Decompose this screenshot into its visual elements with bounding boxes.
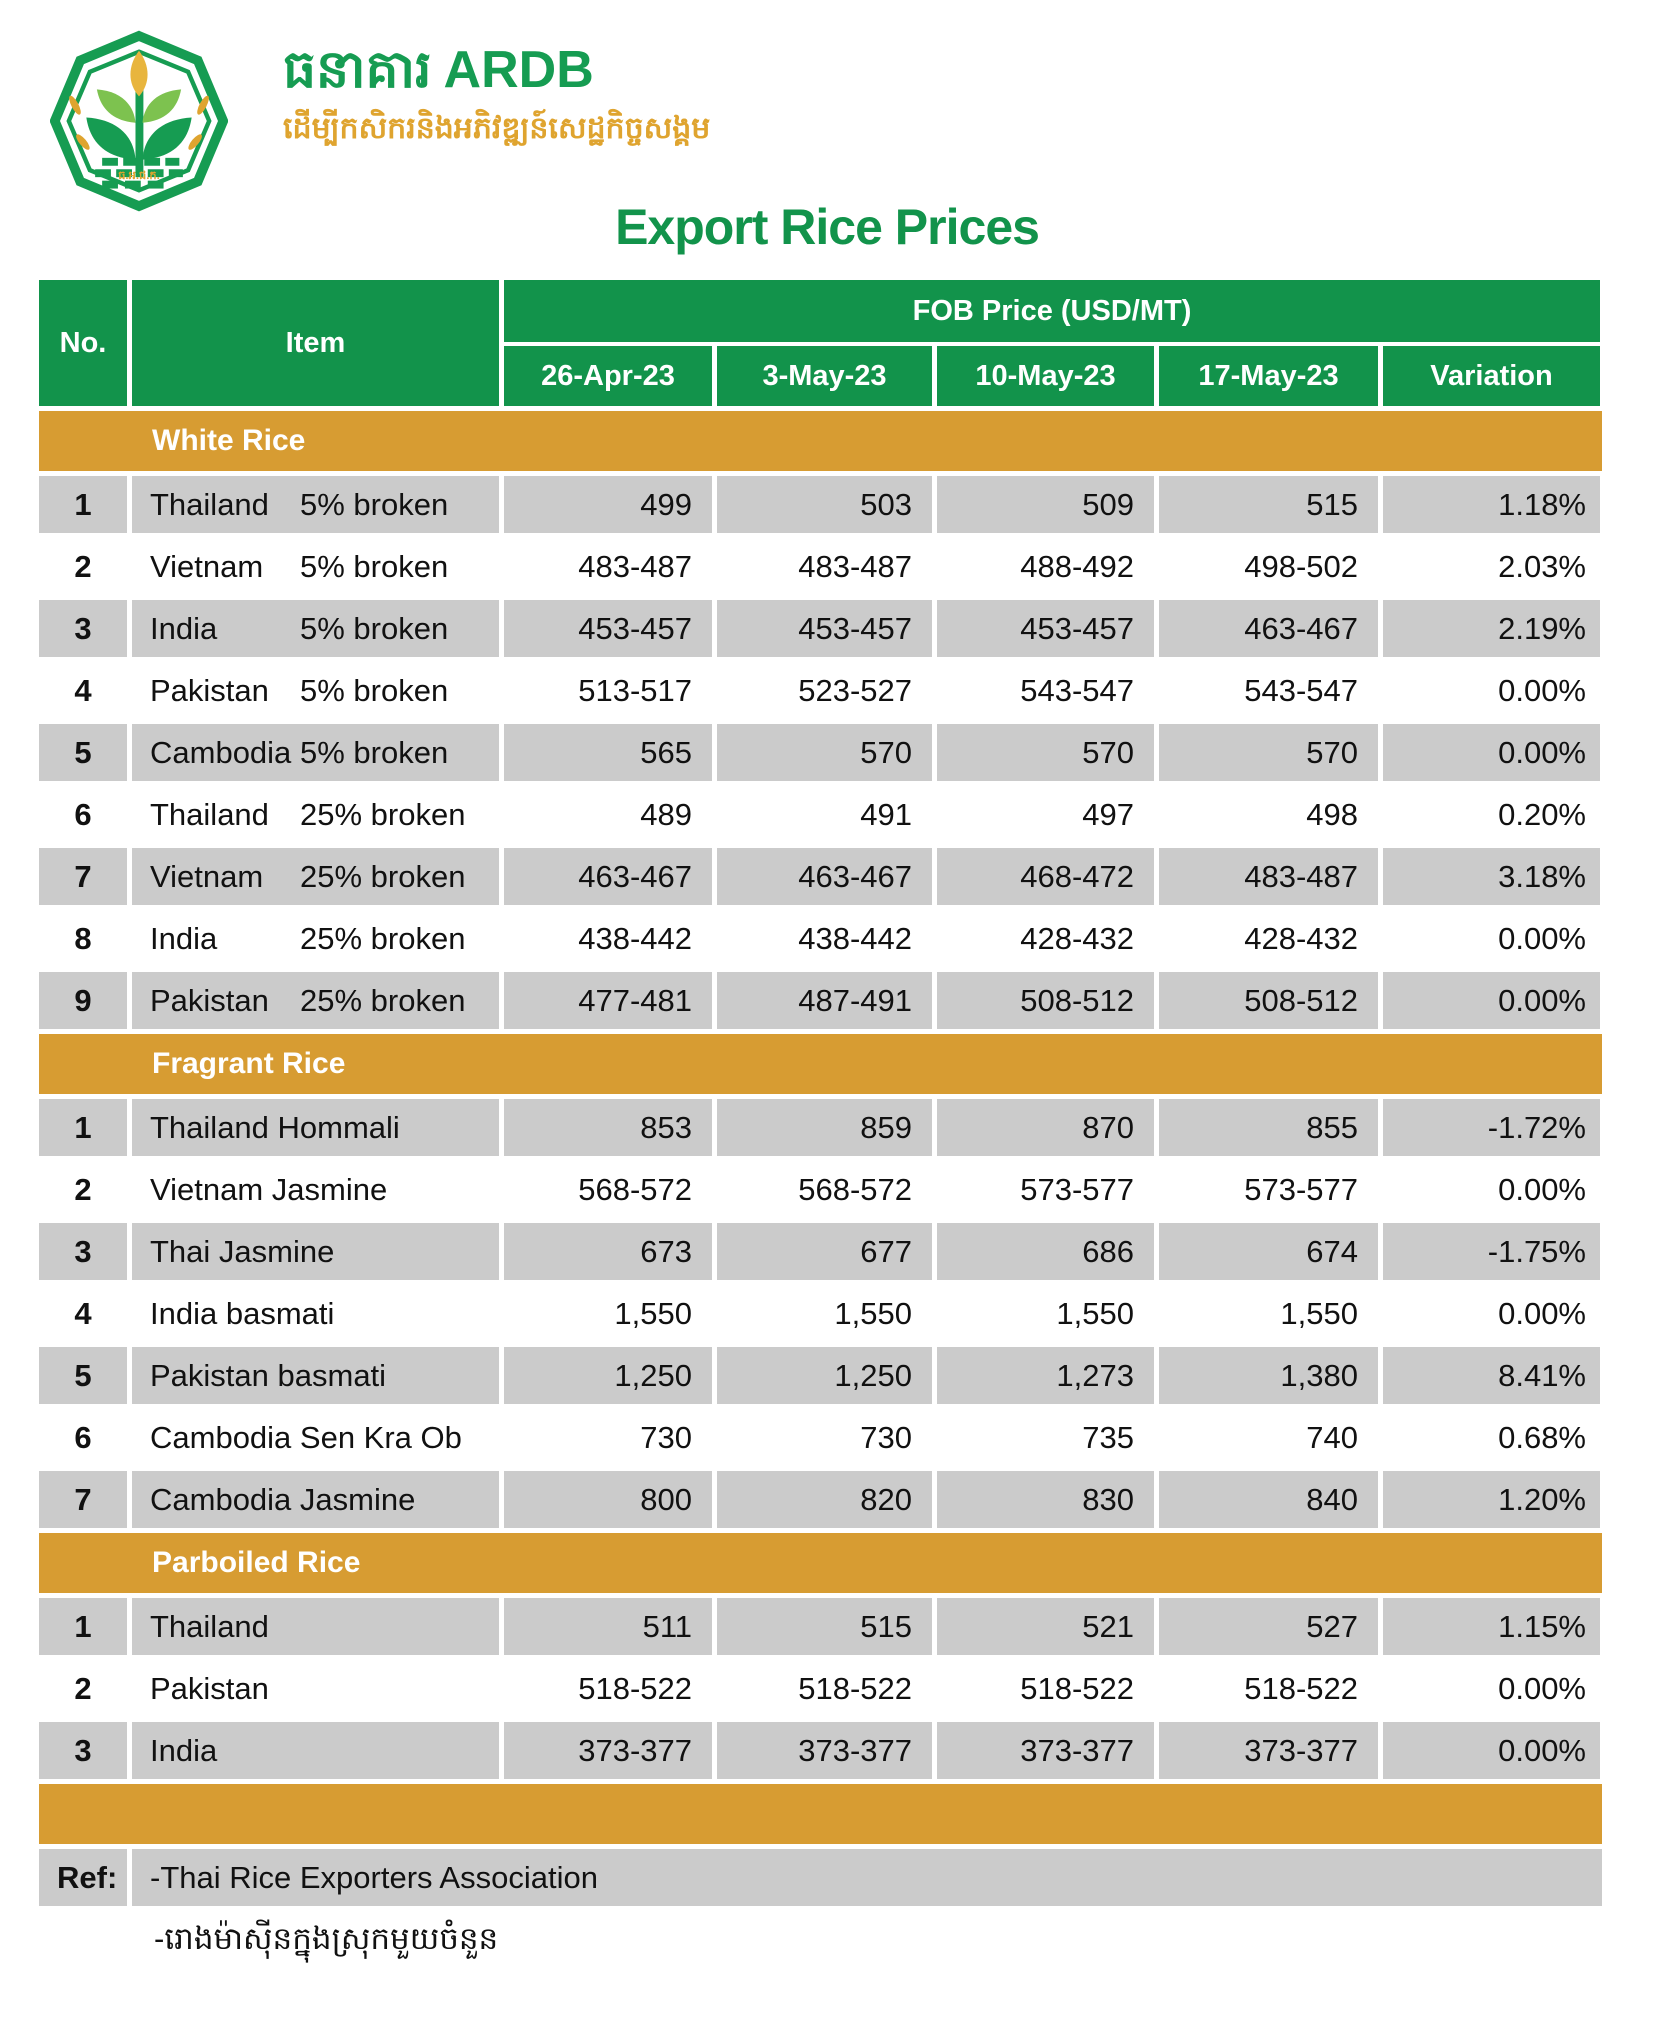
item-text: India (150, 920, 218, 956)
row-item (132, 1161, 499, 1218)
variation-cell: 0.00% (1498, 1171, 1586, 1207)
section-label: Fragrant Rice (152, 1047, 346, 1080)
item-text: 5% broken (300, 734, 449, 770)
khmer-note: -រោងម៉ាស៊ីនក្នុងស្រុកមួយចំនួន (39, 1911, 1602, 1973)
ref-label: Ref: (39, 1849, 127, 1906)
item-text: Pakistan (150, 672, 269, 708)
page-title: Export Rice Prices (615, 199, 1039, 255)
variation-cell: 0.00% (1383, 724, 1600, 781)
variation-cell: 0.00% (1383, 1722, 1600, 1779)
row-no: 6 (74, 1419, 92, 1455)
section-label: White Rice (152, 424, 306, 457)
price-cell: 570 (717, 724, 932, 781)
price-cell: 527 (1159, 1598, 1378, 1655)
variation-cell: 0.20% (1498, 796, 1586, 832)
price-cell: 1,550 (834, 1295, 912, 1331)
row-item (132, 972, 499, 1029)
table-row (39, 1471, 1602, 1528)
item-text: Vietnam Jasmine (150, 1171, 388, 1207)
table-row (39, 786, 1602, 843)
price-cell: 800 (504, 1471, 712, 1528)
price-cell: 491 (860, 796, 912, 832)
header-no: No. (39, 280, 127, 406)
variation-cell: 8.41% (1383, 1347, 1600, 1404)
row-no: 5 (39, 1347, 127, 1404)
row-no: 1 (39, 476, 127, 533)
table-body (39, 411, 1602, 1779)
table-row (39, 1161, 1602, 1218)
price-cell: 483-487 (578, 548, 692, 584)
row-item (132, 848, 499, 905)
price-cell: 730 (640, 1419, 692, 1455)
table-row (39, 1722, 1602, 1779)
item-text: Thailand (150, 486, 269, 522)
price-cell: 686 (937, 1223, 1154, 1280)
row-item (132, 662, 499, 719)
variation-cell: 0.00% (1498, 672, 1586, 708)
item-text: 25% broken (300, 796, 466, 832)
row-no: 3 (39, 1223, 127, 1280)
table-row (39, 972, 1602, 1029)
item-text: Cambodia Sen Kra Ob (150, 1419, 462, 1455)
item-text: India (150, 610, 218, 646)
price-cell: 674 (1159, 1223, 1378, 1280)
price-cell: 518-522 (1244, 1670, 1358, 1706)
price-cell: 523-527 (798, 672, 912, 708)
row-item (132, 1409, 499, 1466)
price-cell: 565 (504, 724, 712, 781)
price-cell: 463-467 (717, 848, 932, 905)
table-row (39, 1347, 1602, 1404)
section-label: Parboiled Rice (152, 1546, 361, 1579)
price-cell: 568-572 (578, 1171, 692, 1207)
section-band (39, 1533, 1602, 1593)
price-cell: 509 (937, 476, 1154, 533)
price-cell: 673 (504, 1223, 712, 1280)
price-cell: 515 (1159, 476, 1378, 533)
price-cell: 463-467 (504, 848, 712, 905)
price-cell: 515 (717, 1598, 932, 1655)
table-row (39, 724, 1602, 781)
price-cell: 438-442 (798, 920, 912, 956)
row-item (132, 600, 499, 657)
brand-tagline: ដើម្បីកសិករនិងអភិវឌ្ឍន៍សេដ្ឋកិច្ចសង្គម (283, 112, 711, 146)
table-row (39, 1660, 1602, 1717)
header-date-4: 17-May-23 (1159, 346, 1378, 406)
price-cell: 453-457 (937, 600, 1154, 657)
price-cell: 499 (504, 476, 712, 533)
empty-band (39, 1784, 1602, 1844)
header-item: Item (132, 280, 499, 406)
price-cell: 521 (937, 1598, 1154, 1655)
item-text: Thailand (150, 796, 269, 832)
item-text: Thailand Hommali (150, 1109, 400, 1145)
price-cell: 428-432 (1244, 920, 1358, 956)
rice-price-table (39, 280, 1602, 1973)
price-cell: 488-492 (1020, 548, 1134, 584)
price-cell: 853 (504, 1099, 712, 1156)
row-no: 9 (39, 972, 127, 1029)
table-row (39, 476, 1602, 533)
row-no: 3 (39, 1722, 127, 1779)
price-cell: 513-517 (578, 672, 692, 708)
brand-name-latin: ARDB (443, 41, 594, 99)
table-row (39, 538, 1602, 595)
price-cell: 489 (640, 796, 692, 832)
table-row (39, 600, 1602, 657)
price-cell: 373-377 (1159, 1722, 1378, 1779)
row-no: 2 (74, 548, 92, 584)
table-row (39, 1285, 1602, 1342)
price-cell: 518-522 (1020, 1670, 1134, 1706)
price-cell: 373-377 (504, 1722, 712, 1779)
price-cell: 1,250 (717, 1347, 932, 1404)
price-cell: 373-377 (717, 1722, 932, 1779)
item-text: Vietnam (150, 548, 264, 584)
price-cell: 503 (717, 476, 932, 533)
row-item (132, 476, 499, 533)
table-row (39, 1598, 1602, 1655)
row-item (132, 1722, 499, 1779)
price-cell: 453-457 (504, 600, 712, 657)
price-cell: 677 (717, 1223, 932, 1280)
row-no: 8 (74, 920, 92, 956)
ref-value: -Thai Rice Exporters Association (132, 1849, 1602, 1906)
row-item (132, 786, 499, 843)
price-cell: 1,250 (504, 1347, 712, 1404)
row-item (132, 1223, 499, 1280)
price-cell: 518-522 (798, 1670, 912, 1706)
price-cell: 518-522 (578, 1670, 692, 1706)
variation-cell: -1.72% (1383, 1099, 1600, 1156)
price-cell: 428-432 (1020, 920, 1134, 956)
ardb-logo-icon (50, 28, 228, 214)
header-fob-group: FOB Price (USD/MT) (504, 280, 1600, 342)
price-cell: 870 (937, 1099, 1154, 1156)
row-no: 3 (39, 600, 127, 657)
price-cell: 855 (1159, 1099, 1378, 1156)
price-cell: 453-457 (717, 600, 932, 657)
item-text: 25% broken (300, 920, 466, 956)
item-text: Vietnam (150, 858, 264, 894)
price-cell: 483-487 (798, 548, 912, 584)
row-no: 5 (39, 724, 127, 781)
ref-row (39, 1849, 1602, 1906)
header-date-3: 10-May-23 (937, 346, 1154, 406)
price-cell: 830 (937, 1471, 1154, 1528)
row-item (132, 910, 499, 967)
header-date-1: 26-Apr-23 (504, 346, 712, 406)
price-cell: 543-547 (1020, 672, 1134, 708)
row-item (132, 1099, 499, 1156)
variation-cell: 2.19% (1383, 600, 1600, 657)
item-text: Thailand (150, 1608, 269, 1644)
row-no: 6 (74, 796, 92, 832)
item-text: Pakistan (150, 982, 269, 1018)
item-text: Cambodia Jasmine (150, 1481, 416, 1517)
row-item (132, 1660, 499, 1717)
variation-cell: 0.00% (1498, 920, 1586, 956)
variation-cell: 0.00% (1498, 1295, 1586, 1331)
item-text: 5% broken (300, 610, 449, 646)
price-cell: 483-487 (1159, 848, 1378, 905)
price-cell: 568-572 (798, 1171, 912, 1207)
price-cell: 859 (717, 1099, 932, 1156)
row-no: 2 (74, 1171, 92, 1207)
row-no: 4 (74, 672, 92, 708)
variation-cell: 0.00% (1498, 1670, 1586, 1706)
item-text: Pakistan basmati (150, 1357, 387, 1393)
header-variation: Variation (1383, 346, 1600, 406)
price-cell: 573-577 (1244, 1171, 1358, 1207)
item-text: 25% broken (300, 982, 466, 1018)
section-band (39, 1034, 1602, 1094)
price-cell: 508-512 (1159, 972, 1378, 1029)
price-cell: 1,380 (1159, 1347, 1378, 1404)
variation-cell: 1.15% (1383, 1598, 1600, 1655)
price-cell: 511 (504, 1598, 712, 1655)
row-no: 1 (39, 1099, 127, 1156)
variation-cell: 3.18% (1383, 848, 1600, 905)
price-cell: 543-547 (1244, 672, 1358, 708)
brand-name (283, 42, 710, 99)
row-no: 1 (39, 1598, 127, 1655)
row-item (132, 724, 499, 781)
row-item (132, 1347, 499, 1404)
header-date-2: 3-May-23 (717, 346, 932, 406)
price-cell: 477-481 (504, 972, 712, 1029)
table-row (39, 848, 1602, 905)
price-cell: 438-442 (578, 920, 692, 956)
table-row (39, 1409, 1602, 1466)
brand-header (0, 0, 1654, 192)
variation-cell: -1.75% (1383, 1223, 1600, 1280)
price-cell: 820 (717, 1471, 932, 1528)
price-cell: 1,550 (1056, 1295, 1134, 1331)
row-no: 4 (74, 1295, 92, 1331)
variation-cell: 0.00% (1383, 972, 1600, 1029)
table-row (39, 1223, 1602, 1280)
logo-initials: ធ.អ.ជ.ក. (118, 169, 160, 182)
item-text: 25% broken (300, 858, 466, 894)
price-cell: 730 (860, 1419, 912, 1455)
price-cell: 570 (1159, 724, 1378, 781)
price-cell: 840 (1159, 1471, 1378, 1528)
row-no: 7 (39, 1471, 127, 1528)
row-item (132, 1598, 499, 1655)
item-text: Pakistan (150, 1670, 269, 1706)
item-text: 5% broken (300, 548, 449, 584)
price-cell: 463-467 (1159, 600, 1378, 657)
section-band (39, 411, 1602, 471)
price-cell: 1,550 (614, 1295, 692, 1331)
brand-name-khmer: ធនាគារ (283, 41, 432, 99)
item-text: Cambodia (150, 734, 292, 770)
row-no: 7 (39, 848, 127, 905)
brand-text (283, 28, 710, 153)
item-text: Thai Jasmine (150, 1233, 335, 1269)
variation-cell: 2.03% (1498, 548, 1586, 584)
variation-cell: 0.68% (1498, 1419, 1586, 1455)
row-no: 2 (74, 1670, 92, 1706)
row-item (132, 538, 499, 595)
price-cell: 740 (1306, 1419, 1358, 1455)
item-text: 5% broken (300, 672, 449, 708)
item-text: 5% broken (300, 486, 449, 522)
table-row (39, 662, 1602, 719)
item-text: India basmati (150, 1295, 335, 1331)
price-cell: 1,550 (1280, 1295, 1358, 1331)
price-cell: 573-577 (1020, 1171, 1134, 1207)
price-cell: 570 (937, 724, 1154, 781)
price-cell: 498-502 (1244, 548, 1358, 584)
price-cell: 497 (1082, 796, 1134, 832)
price-cell: 373-377 (937, 1722, 1154, 1779)
row-item (132, 1285, 499, 1342)
table-row (39, 1099, 1602, 1156)
row-item (132, 1471, 499, 1528)
price-cell: 468-472 (937, 848, 1154, 905)
price-cell: 508-512 (937, 972, 1154, 1029)
variation-cell: 1.18% (1383, 476, 1600, 533)
table-row (39, 910, 1602, 967)
price-cell: 1,273 (937, 1347, 1154, 1404)
price-cell: 498 (1306, 796, 1358, 832)
table-header (39, 280, 1602, 406)
item-text: India (150, 1732, 218, 1768)
variation-cell: 1.20% (1383, 1471, 1600, 1528)
price-cell: 735 (1082, 1419, 1134, 1455)
price-cell: 487-491 (717, 972, 932, 1029)
